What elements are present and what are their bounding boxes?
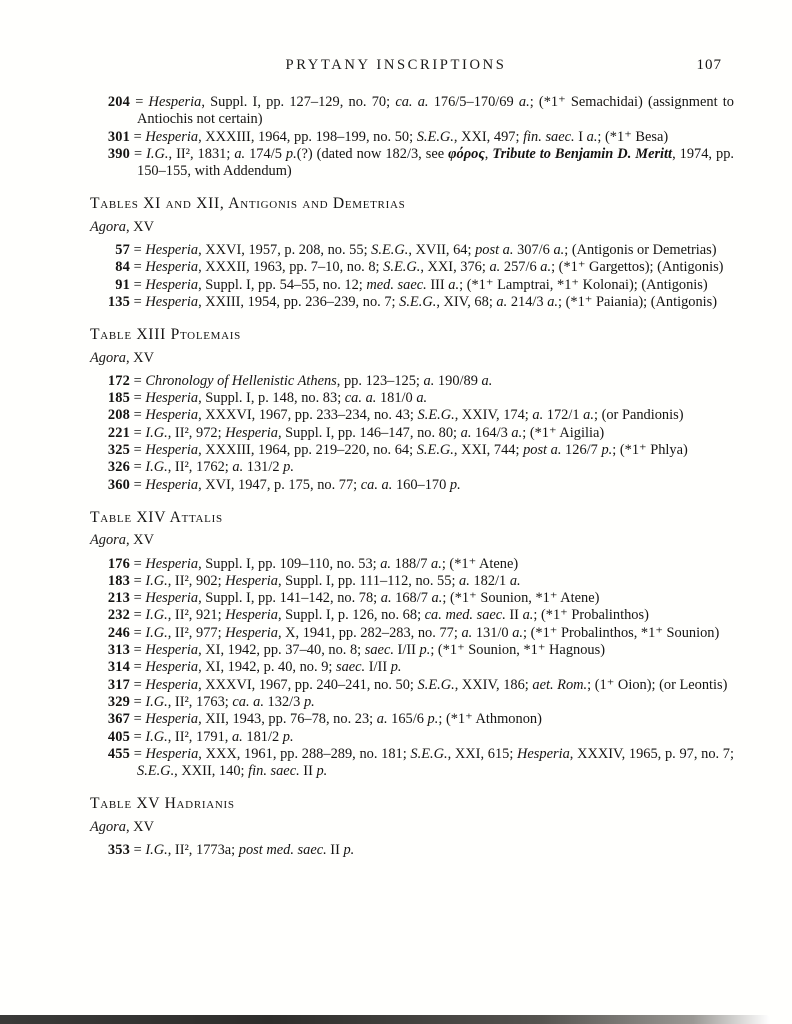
entry-text-segment: I.G. [145, 459, 168, 476]
entry-text-segment: a. [511, 424, 523, 441]
page-scan-edge [0, 1015, 770, 1024]
entry-text-segment: , II², 902; [167, 572, 226, 589]
entry-text-segment: 181/0 [376, 390, 417, 407]
catalogue-entry [100, 373, 734, 390]
entry-text-segment: Hesperia [145, 242, 199, 259]
entry-number: 57 [115, 242, 130, 259]
entry-list [100, 242, 734, 311]
entry-text-segment: a. [583, 407, 594, 424]
entry-number: 84 [115, 259, 130, 276]
equals-separator: = [130, 590, 146, 607]
entry-text-segment: p. [282, 728, 294, 745]
entry-text-segment: , Suppl. I, pp. 146–147, no. 80; [277, 424, 461, 441]
entry-text-segment: Hesperia [145, 259, 199, 276]
section-heading: Tables XI and XII, Antigonis and Demetrias [90, 195, 406, 213]
entry-text-segment: 160–170 [392, 476, 450, 493]
entry-list [100, 556, 734, 781]
equals-separator: = [130, 407, 146, 424]
entry-number: 213 [107, 590, 130, 607]
entry-text-segment: Chronology of Hellenistic Athens [145, 372, 337, 389]
entry-number: 317 [107, 676, 130, 693]
entry-number: 183 [107, 572, 130, 589]
entry-number: 329 [107, 693, 130, 710]
subheading-segment: Agora [90, 218, 126, 235]
entry-text-segment: , Suppl. I, pp. 127–129, no. 70; [201, 94, 396, 110]
entry-text-segment: S.E.G. [410, 745, 448, 762]
catalogue-entry [100, 590, 734, 607]
catalogue-entry [100, 694, 734, 711]
catalogue-entry [100, 711, 734, 728]
entry-text-segment: S.E.G. [137, 763, 175, 780]
equals-separator: = [130, 555, 146, 572]
entry-text-segment: 131/0 [472, 624, 513, 641]
entry-text-segment: p. [285, 145, 297, 162]
entry-text-segment: 131/2 [243, 459, 284, 476]
entry-text-segment: p. [316, 763, 328, 780]
equals-separator: = [130, 276, 146, 293]
entry-text-segment: post med. saec. [238, 841, 327, 858]
entry-text-segment: p. [390, 659, 402, 676]
entry-text-segment: a. [489, 259, 501, 276]
entry-text-segment: , II², 1762; [167, 459, 233, 476]
entry-number: 390 [107, 145, 130, 162]
entry-text-segment: Hesperia [145, 676, 199, 693]
entry-text-segment: ; (*1⁺ Probalinthos) [533, 607, 649, 624]
entry-text-segment: Hesperia [145, 659, 199, 676]
entry-text-segment: a. [448, 276, 460, 293]
catalogue-entry [100, 294, 734, 311]
entry-text-segment: 190/89 [434, 372, 482, 389]
entry-text-segment: Hesperia [145, 128, 199, 145]
equals-separator: = [130, 676, 146, 693]
entry-text-segment: a. [518, 94, 530, 110]
entry-text-segment: a. [231, 728, 243, 745]
equals-separator: = [130, 94, 149, 110]
catalogue-section [90, 326, 734, 494]
equals-separator: = [130, 607, 146, 624]
entry-text-segment: , II², 972; [167, 424, 226, 441]
entry-text-segment: a. [461, 624, 473, 641]
entry-text-segment: Hesperia [145, 407, 199, 424]
entry-text-segment: S.E.G. [416, 442, 454, 459]
entry-text-segment: p. [449, 476, 461, 493]
entry-text-segment: I.G. [145, 624, 168, 641]
entry-text-segment: a. [553, 242, 565, 259]
entry-text-segment: Hesperia [145, 555, 199, 572]
entry-text-segment: , XVII, 64; [408, 242, 476, 259]
entry-text-segment: a. [460, 424, 472, 441]
entry-number: 135 [107, 293, 130, 310]
entry-text-segment: , 1974, pp. 150–155, with Addendum) [137, 145, 735, 180]
catalogue-sections [90, 94, 734, 859]
entry-number: 314 [107, 659, 130, 676]
entry-text-segment: , XII, 1943, pp. 76–78, no. 23; [198, 711, 377, 728]
entry-text-segment: , XXXIII, 1964, pp. 219–220, no. 64; [198, 442, 417, 459]
entry-text-segment: fin. saec. [523, 128, 575, 145]
entry-text-segment: S.E.G. [399, 293, 437, 310]
entry-text-segment: Hesperia [145, 293, 199, 310]
entry-text-segment: 164/3 [471, 424, 512, 441]
entry-text-segment: Hesperia [145, 276, 199, 293]
entry-text-segment: I.G. [145, 728, 168, 745]
entry-text-segment: , XXIII, 1954, pp. 236–239, no. 7; [198, 293, 400, 310]
entry-text-segment: , Suppl. I, pp. 109–110, no. 53; [198, 555, 381, 572]
entry-number: 360 [107, 476, 130, 493]
catalogue-entry [100, 677, 734, 694]
entry-text-segment: saec. [364, 642, 394, 659]
catalogue-entry [100, 573, 734, 590]
entry-text-segment: S.E.G. [383, 259, 421, 276]
entry-text-segment: I/II [365, 659, 391, 676]
catalogue-entry [100, 442, 734, 459]
entry-text-segment: , Suppl. I, p. 148, no. 83; [198, 390, 345, 407]
entry-text-segment: , XI, 1942, pp. 37–40, no. 8; [198, 642, 365, 659]
entry-text-segment: , XXX, 1961, pp. 288–289, no. 181; [198, 745, 411, 762]
entry-text-segment: a. [376, 711, 388, 728]
entry-text-segment: Hesperia [145, 442, 199, 459]
equals-separator: = [130, 259, 146, 276]
entry-text-segment: , Suppl. I, p. 126, no. 68; [277, 607, 425, 624]
catalogue-entry [100, 425, 734, 442]
entry-text-segment: 188/7 [391, 555, 432, 572]
entry-text-segment: , Suppl. I, pp. 54–55, no. 12; [198, 276, 367, 293]
entry-text-segment: Hesperia [145, 711, 199, 728]
entry-text-segment: , Suppl. I, pp. 111–112, no. 55; [277, 572, 460, 589]
entry-list [100, 373, 734, 494]
entry-text-segment: 176/5–170/69 [428, 94, 519, 110]
entry-number: 176 [107, 555, 130, 572]
entry-text-segment: ; (1⁺ Oion); (or Leontis) [587, 676, 728, 693]
equals-separator: = [130, 476, 146, 493]
entry-text-segment: , XXXVI, 1967, pp. 240–241, no. 50; [198, 676, 418, 693]
section-subheading [90, 219, 734, 236]
equals-separator: = [130, 242, 146, 259]
entry-text-segment: a. [540, 259, 552, 276]
entry-text-segment: II [505, 607, 523, 624]
entry-text-segment: a. [232, 459, 244, 476]
entry-text-segment: a. [416, 390, 428, 407]
subheading-segment: Agora [90, 349, 126, 366]
entry-text-segment: , XXI, 497; [453, 128, 524, 145]
entry-text-segment: 182/1 [469, 572, 510, 589]
entry-number: 405 [107, 728, 130, 745]
entry-text-segment: , XVI, 1947, p. 175, no. 77; [198, 476, 361, 493]
entry-text-segment: med. saec. [366, 276, 427, 293]
equals-separator: = [130, 145, 147, 162]
entry-text-segment: S.E.G. [417, 407, 455, 424]
entry-text-segment: 181/2 [242, 728, 283, 745]
catalogue-entry [100, 746, 734, 781]
entry-text-segment: 257/6 [500, 259, 541, 276]
entry-text-segment: , XXI, 744; [453, 442, 524, 459]
entry-text-segment: Tribute to Benjamin D. Meritt [492, 145, 673, 162]
entry-text-segment: S.E.G. [371, 242, 409, 259]
equals-separator: = [130, 728, 146, 745]
entry-text-segment: , XXVI, 1957, p. 208, no. 55; [198, 242, 372, 259]
entry-text-segment: I/II [393, 642, 420, 659]
equals-separator: = [130, 624, 146, 641]
entry-text-segment: Hesperia [145, 590, 199, 607]
entry-number: 301 [107, 128, 130, 145]
entry-text-segment: ca. a. [232, 693, 264, 710]
entry-number: 326 [107, 459, 130, 476]
entry-text-segment: , XXXIV, 1965, p. 97, no. 7; [569, 745, 734, 762]
entry-text-segment: a. [380, 555, 392, 572]
entry-text-segment: ; (*1⁺ Phlya) [612, 442, 688, 459]
entry-text-segment: saec. [335, 659, 366, 676]
entry-text-segment: ca. a. [360, 476, 393, 493]
entry-text-segment: p. [343, 841, 355, 858]
entry-text-segment: ; (*1⁺ Sounion, *1⁺ Atene) [442, 590, 600, 607]
entry-text-segment: 126/7 [561, 442, 602, 459]
entry-text-segment: I [574, 128, 587, 145]
entry-text-segment: , pp. 123–125; [336, 372, 424, 389]
running-header-title: PRYTANY INSCRIPTIONS [285, 57, 507, 73]
entry-text-segment: I.G. [145, 572, 168, 589]
entry-text-segment: III [426, 276, 449, 293]
entry-text-segment: ca. a. [344, 390, 377, 407]
entry-number: 221 [107, 424, 130, 441]
entry-text-segment: , II², 1791, [167, 728, 232, 745]
entry-text-segment: II [299, 763, 317, 780]
entry-text-segment: a. [512, 624, 524, 641]
catalogue-entry [100, 607, 734, 624]
entry-text-segment: , XIV, 68; [436, 293, 497, 310]
entry-text-segment: ; (*1⁺ Athmonon) [438, 711, 542, 728]
entry-text-segment: ; (*1⁺ Besa) [597, 128, 669, 145]
equals-separator: = [130, 841, 146, 858]
entry-text-segment: Hesperia [225, 624, 278, 641]
entry-text-segment: p. [283, 459, 294, 476]
entry-text-segment: Hesperia [145, 476, 199, 493]
entry-text-segment: a. [431, 555, 442, 572]
entry-text-segment: post a. [523, 442, 562, 459]
section-heading: Table XIII Ptolemais [90, 326, 241, 344]
entry-text-segment: ca. med. saec. [424, 607, 506, 624]
catalogue-entry [100, 556, 734, 573]
entry-text-segment: Hesperia [517, 745, 570, 762]
page-number: 107 [696, 57, 722, 73]
entry-text-segment: I.G. [146, 145, 169, 162]
entry-text-segment: I.G. [145, 607, 168, 624]
entry-text-segment: , II², 921; [167, 607, 226, 624]
entry-text-segment: I.G. [145, 693, 168, 710]
catalogue-entry [100, 242, 734, 259]
entry-list [100, 94, 734, 180]
equals-separator: = [130, 659, 146, 676]
entry-text-segment: , X, 1941, pp. 282–283, no. 77; [277, 624, 462, 641]
subheading-segment: , XV [125, 532, 154, 549]
entry-number: 313 [107, 642, 130, 659]
entry-text-segment: Hesperia [145, 642, 199, 659]
entry-number: 367 [107, 711, 130, 728]
subheading-segment: , XV [125, 349, 154, 366]
equals-separator: = [130, 572, 146, 589]
entry-text-segment: S.E.G. [416, 128, 454, 145]
entry-text-segment: S.E.G. [417, 676, 455, 693]
entry-text-segment: ; (or Pandionis) [593, 407, 684, 424]
entry-text-segment: ca. a. [395, 94, 429, 110]
entry-text-segment: a. [496, 293, 508, 310]
entry-number: 208 [107, 407, 130, 424]
entry-text-segment: a. [459, 572, 470, 589]
catalogue-section [90, 195, 734, 311]
equals-separator: = [130, 642, 146, 659]
subheading-segment: Agora [90, 532, 126, 549]
entry-text-segment: , II², 977; [167, 624, 226, 641]
entry-number: 232 [107, 607, 130, 624]
entry-text-segment: aet. Rom. [532, 676, 588, 693]
entry-text-segment: 307/6 [513, 242, 554, 259]
entry-text-segment: Hesperia [145, 745, 199, 762]
entry-text-segment: a. [522, 607, 534, 624]
entry-text-segment: Hesperia [145, 390, 199, 407]
subheading-segment: Agora [90, 818, 126, 835]
entry-text-segment: , XXI, 615; [447, 745, 518, 762]
entry-text-segment: ; (Antigonis or Demetrias) [564, 242, 717, 259]
entry-text-segment: , XXXII, 1963, pp. 7–10, no. 8; [198, 259, 384, 276]
section-heading: Table XV Hadrianis [90, 795, 235, 813]
catalogue-entry [100, 625, 734, 642]
equals-separator: = [130, 372, 146, 389]
catalogue-entry [100, 842, 734, 859]
entry-text-segment: p. [601, 442, 613, 459]
section-subheading [90, 532, 734, 549]
entry-number: 91 [115, 276, 130, 293]
entry-text-segment: a. [532, 407, 544, 424]
entry-text-segment: fin. saec. [248, 763, 300, 780]
equals-separator: = [130, 293, 146, 310]
equals-separator: = [130, 459, 146, 476]
equals-separator: = [130, 745, 146, 762]
entry-text-segment: a. [423, 372, 435, 389]
entry-text-segment: 172/1 [543, 407, 584, 424]
entry-text-segment: , XXIV, 174; [454, 407, 533, 424]
entry-text-segment: post a. [475, 242, 514, 259]
entry-text-segment: a. [509, 572, 521, 589]
entry-text-segment: ; (*1⁺ Lamptrai, *1⁺ Kolonai); (Antigonis) [459, 276, 708, 293]
entry-text-segment: I.G. [145, 841, 168, 858]
catalogue-entry [100, 407, 734, 424]
equals-separator: = [130, 442, 146, 459]
entry-text-segment: , II², 1831; [168, 145, 235, 162]
entry-text-segment: , XXIV, 186; [454, 676, 533, 693]
entry-number: 353 [107, 841, 130, 858]
entry-text-segment: p. [419, 642, 431, 659]
entry-text-segment: ; (*1⁺ Paiania); (Antigonis) [558, 293, 718, 310]
entry-text-segment: II [326, 841, 344, 858]
entry-text-segment: a. [431, 590, 443, 607]
catalogue-entry [100, 729, 734, 746]
entry-text-segment: 165/6 [387, 711, 428, 728]
section-subheading [90, 819, 734, 836]
entry-text-segment: , XXI, 376; [420, 259, 490, 276]
catalogue-entry [100, 129, 734, 146]
entry-text-segment: a. [380, 590, 392, 607]
entry-text-segment: ; (*1⁺ Sounion, *1⁺ Hagnous) [430, 642, 605, 659]
entry-text-segment: 214/3 [507, 293, 548, 310]
entry-text-segment: 132/3 [263, 693, 304, 710]
entry-text-segment: a. [586, 128, 598, 145]
catalogue-entry [100, 277, 734, 294]
entry-text-segment: a. [234, 145, 246, 162]
entry-text-segment: , II², 1773a; [167, 841, 239, 858]
page-body [0, 75, 792, 859]
entry-text-segment: a. [481, 372, 493, 389]
entry-text-segment: ; (*1⁺ Atene) [441, 555, 519, 572]
entry-text-segment: p. [303, 693, 315, 710]
equals-separator: = [130, 128, 146, 145]
entry-text-segment: ; (*1⁺ Probalinthos, *1⁺ Sounion) [523, 624, 720, 641]
catalogue-entry [100, 259, 734, 276]
catalogue-section [90, 509, 734, 780]
entry-number: 185 [107, 390, 130, 407]
catalogue-section [90, 94, 734, 180]
catalogue-entry [100, 146, 734, 181]
entry-text-segment: , XXXIII, 1964, pp. 198–199, no. 50; [198, 128, 417, 145]
entry-text-segment: 174/5 [245, 145, 286, 162]
entry-text-segment: ; (*1⁺ Semachidai) (assignment to Antiochis not certain) [137, 94, 734, 128]
entry-text-segment: , XI, 1942, p. 40, no. 9; [198, 659, 336, 676]
equals-separator: = [130, 711, 146, 728]
catalogue-entry [100, 94, 734, 129]
entry-text-segment: , XXXVI, 1967, pp. 233–234, no. 43; [198, 407, 418, 424]
entry-text-segment: ; (*1⁺ Gargettos); (Antigonis) [551, 259, 724, 276]
catalogue-entry [100, 477, 734, 494]
equals-separator: = [130, 390, 146, 407]
entry-number: 455 [107, 745, 130, 762]
entry-text-segment: Hesperia [225, 424, 278, 441]
entry-number: 246 [107, 624, 130, 641]
catalogue-entry [100, 459, 734, 476]
entry-text-segment: 168/7 [391, 590, 432, 607]
subheading-segment: , XV [125, 218, 154, 235]
entry-text-segment: , [484, 145, 493, 162]
entry-text-segment: ; (*1⁺ Aigilia) [522, 424, 605, 441]
entry-text-segment: Hesperia [225, 607, 278, 624]
entry-text-segment: φόρος [448, 145, 485, 162]
page-header [0, 0, 792, 75]
equals-separator: = [130, 424, 146, 441]
entry-text-segment: I.G. [145, 424, 168, 441]
entry-number: 172 [107, 372, 130, 389]
entry-list [100, 842, 734, 859]
catalogue-entry [100, 642, 734, 659]
entry-text-segment: , II², 1763; [167, 693, 233, 710]
entry-text-segment: Hesperia [148, 94, 202, 110]
catalogue-section [90, 795, 734, 859]
subheading-segment: , XV [125, 818, 154, 835]
entry-text-segment: (?) (dated now 182/3, see [296, 145, 449, 162]
entry-text-segment: a. [547, 293, 558, 310]
catalogue-entry [100, 390, 734, 407]
entry-number: 325 [107, 442, 130, 459]
catalogue-entry [100, 659, 734, 676]
entry-text-segment: , Suppl. I, pp. 141–142, no. 78; [198, 590, 381, 607]
entry-text-segment: Hesperia [225, 572, 278, 589]
entry-text-segment: , XXII, 140; [174, 763, 249, 780]
section-subheading [90, 350, 734, 367]
equals-separator: = [130, 693, 146, 710]
section-heading: Table XIV Attalis [90, 508, 223, 526]
entry-number: 204 [107, 94, 130, 110]
entry-text-segment: p. [427, 711, 439, 728]
